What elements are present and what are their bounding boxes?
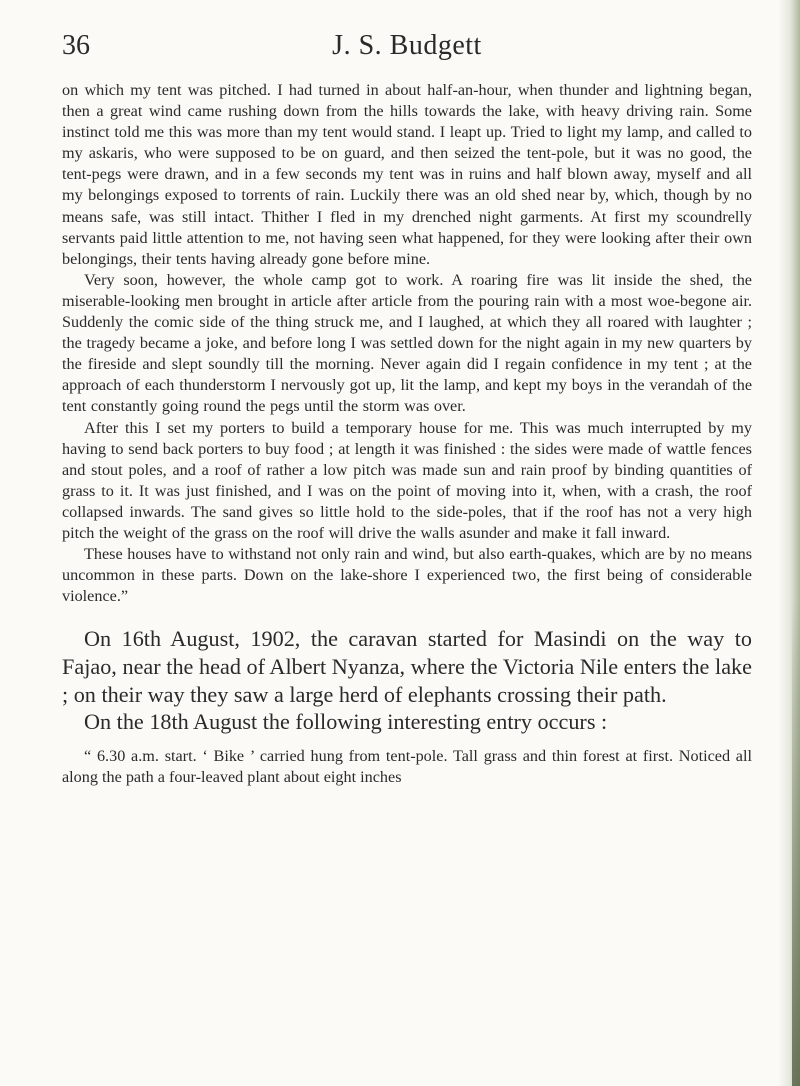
page-body xyxy=(62,80,752,788)
quoted-paragraph-1: on which my tent was pitched. I had turned in about half-an-hour, when thunder and lightning began, then a great wind came rushing down from the hills towards the lake, with heavy driving rain. Some instinct told me this was more than my tent would stand. I leapt up. Tried to light my lamp, and called to my askaris, who were supposed to be on guard, and then seized the tent-pole, but it was no good, the tent-pegs were drawn, and in a few seconds my tent was in ruins and half blown away, myself and all my belongings exposed to torrents of rain. Luckily there was an old shed near by, which, though by no means safe, was still intact. Thither I fled in my drenched night garments. At first my scoundrelly servants paid little attention to me, not having seen what happened, for they were looking after their own belongings, their tents having already gone before mine. xyxy=(62,81,752,268)
page-number: 36 xyxy=(62,30,90,61)
quoted-paragraph-3: After this I set my porters to build a temporary house for me. This was much interrupted by my having to send back porters to buy food ; at length it was finished : the sides were made of wattle fences and stout poles, and a roof of rather a low pitch was made sun and rain proof by binding quantities of grass to it. It was just finished, and I was on the point of moving into it, when, with a crash, the roof collapsed inwards. The sand gives so little hold to the side-poles, that if the roof has not a very high pitch the weight of the grass on the roof will drive the walls asunder and make it fall inward. xyxy=(62,418,752,542)
running-head: J. S. Budgett xyxy=(332,30,482,61)
diary-entry: “ 6.30 a.m. start. ‘ Bike ’ carried hung from tent-pole. Tall grass and thin forest at first. Noticed all along the path a four-leaved plant about eight inches xyxy=(62,747,752,787)
quoted-paragraph-2: Very soon, however, the whole camp got to work. A roaring fire was lit inside the shed, the miserable-looking men brought in article after article from the pouring rain with a most woe-begone air. Suddenly the comic side of the thing struck me, and I laughed, at which they all roared with laughter ; the tragedy became a joke, and before long I was settled down for the night again in my new quarters by the fireside and slept soundly till the morning. Never again did I regain confidence in my tent ; at the approach of each thunderstorm I nervously got up, lit the lamp, and kept my boys in the verandah of the tent constantly going round the pegs until the storm was over. xyxy=(62,270,752,416)
page-header xyxy=(62,30,752,70)
page-edge-stain xyxy=(792,600,800,1086)
narrative-paragraph-2: On the 18th August the following interesting entry occurs : xyxy=(84,709,608,735)
narrative-paragraph-1: On 16th August, 1902, the caravan started for Masindi on the way to Fajao, near the head of Albert Nyanza, where the Victoria Nile enters the lake ; on their way they saw a large herd of elephants crossing their path. xyxy=(62,626,752,707)
quoted-paragraph-4: These houses have to withstand not only rain and wind, but also earth-quakes, which are by no means uncommon in these parts. Down on the lake-shore I experienced two, the first being of considerable violence.” xyxy=(62,545,752,606)
